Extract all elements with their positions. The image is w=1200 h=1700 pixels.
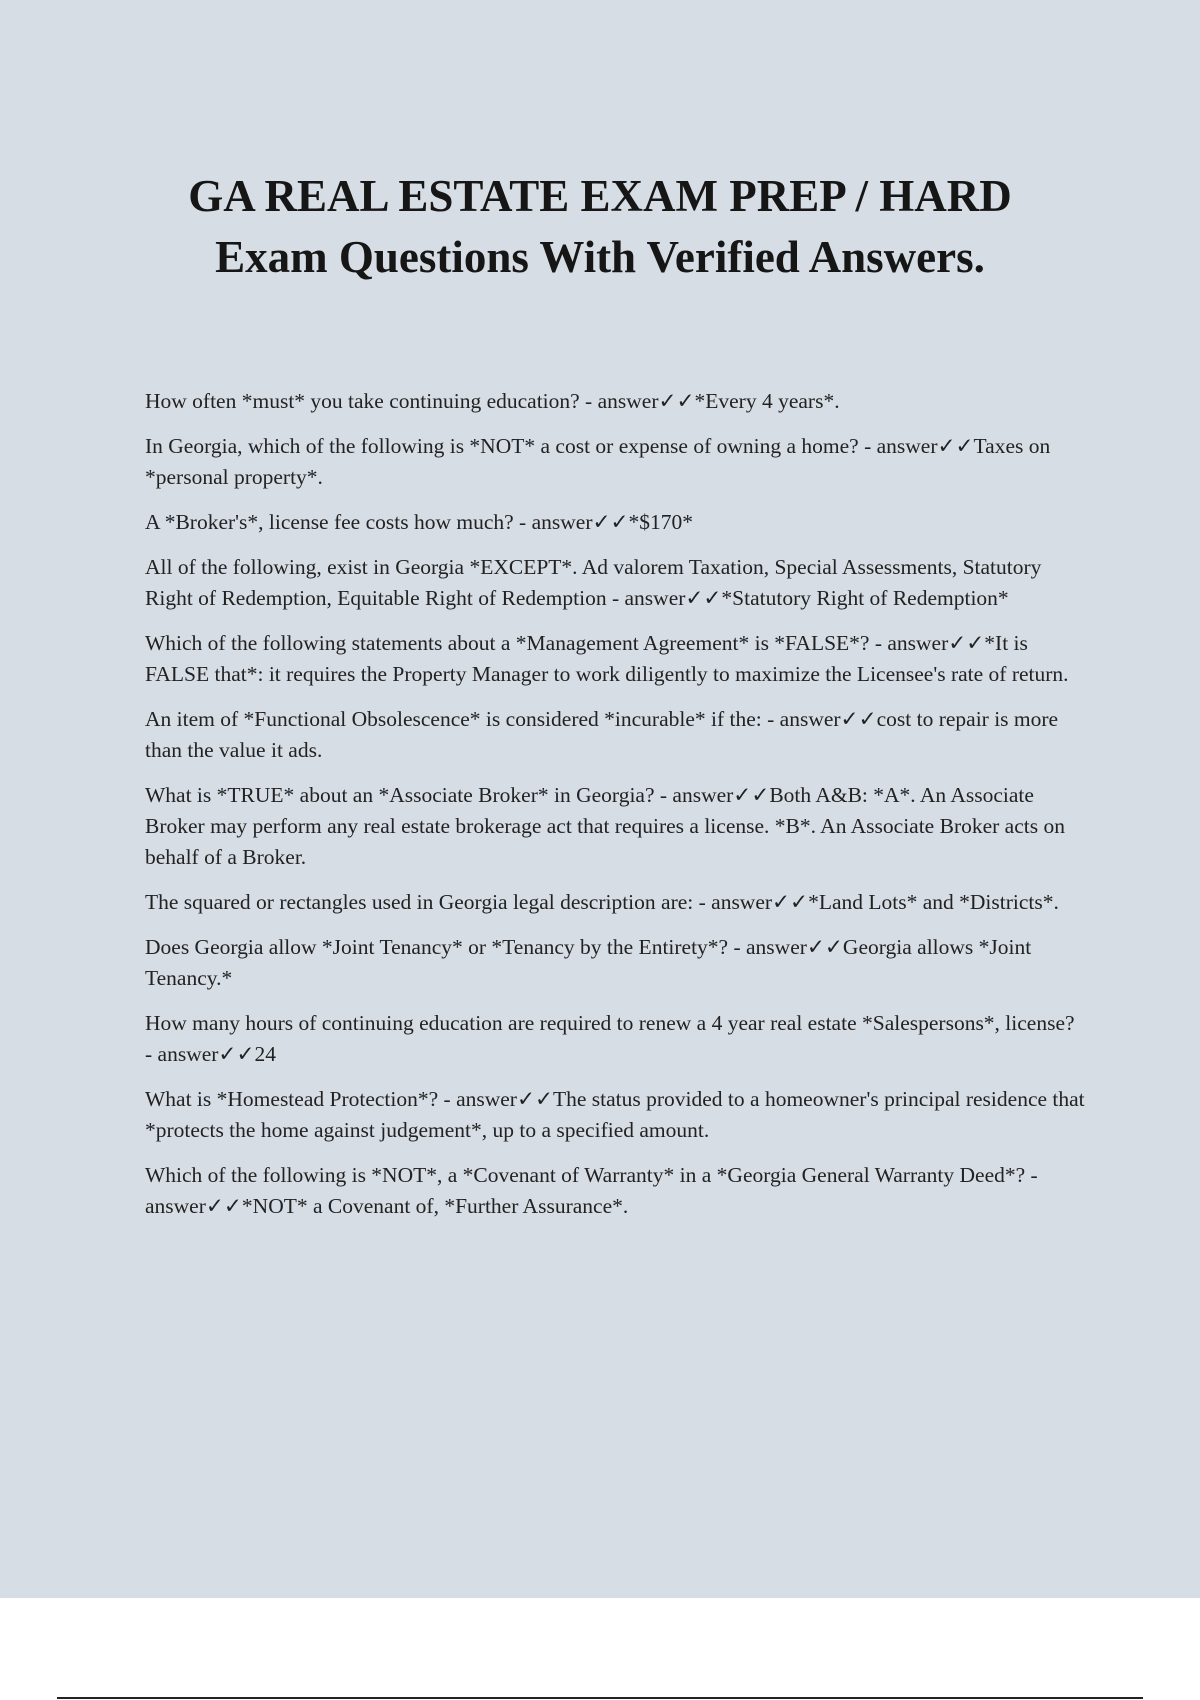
qa-item: All of the following, exist in Georgia *EXCEPT*. Ad valorem Taxation, Special Assessments, Statutory Right of Redemption, Equitable Right of Redemption - answer✓✓*Statutory Right of Redemption* — [145, 555, 1042, 610]
qa-item: How many hours of continuing education are required to renew a 4 year real estate *Salespersons*, license? - answer✓✓24 — [145, 1011, 1075, 1066]
footer-divider — [57, 1697, 1143, 1699]
qa-item: What is *TRUE* about an *Associate Broker* in Georgia? - answer✓✓Both A&B: *A*. An Associate Broker may perform any real estate brokerage act that requires a license. *B*. An Associate Broker acts on behalf of a Broker. — [145, 783, 1065, 869]
title-line-2: Exam Questions With Verified Answers. — [215, 232, 985, 282]
qa-item: What is *Homestead Protection*? - answer✓✓The status provided to a homeowner's principal residence that *protects the home against judgement*, up to a specified amount. — [145, 1087, 1085, 1142]
page-title — [100, 166, 1100, 288]
qa-item: In Georgia, which of the following is *NOT* a cost or expense of owning a home? - answer✓✓Taxes on *personal property*. — [145, 434, 1051, 489]
qa-item: Does Georgia allow *Joint Tenancy* or *Tenancy by the Entirety*? - answer✓✓Georgia allows *Joint Tenancy.* — [145, 935, 1032, 990]
qa-item: Which of the following statements about a *Management Agreement* is *FALSE*? - answer✓✓*It is FALSE that*: it requires the Property Manager to work diligently to maximize the Licensee's rate of return. — [145, 631, 1069, 686]
question-answer-list — [145, 386, 1085, 1236]
title-line-1: GA REAL ESTATE EXAM PREP / HARD — [188, 171, 1012, 221]
qa-item: Which of the following is *NOT*, a *Covenant of Warranty* in a *Georgia General Warranty Deed*? - answer✓✓*NOT* a Covenant of, *Further Assurance*. — [145, 1163, 1038, 1218]
qa-item: The squared or rectangles used in Georgia legal description are: - answer✓✓*Land Lots* and *Districts*. — [145, 890, 1059, 914]
qa-item: An item of *Functional Obsolescence* is considered *incurable* if the: - answer✓✓cost to repair is more than the value it ads. — [145, 707, 1059, 762]
qa-item: How often *must* you take continuing education? - answer✓✓*Every 4 years*. — [145, 389, 840, 413]
qa-item: A *Broker's*, license fee costs how much? - answer✓✓*$170* — [145, 510, 694, 534]
